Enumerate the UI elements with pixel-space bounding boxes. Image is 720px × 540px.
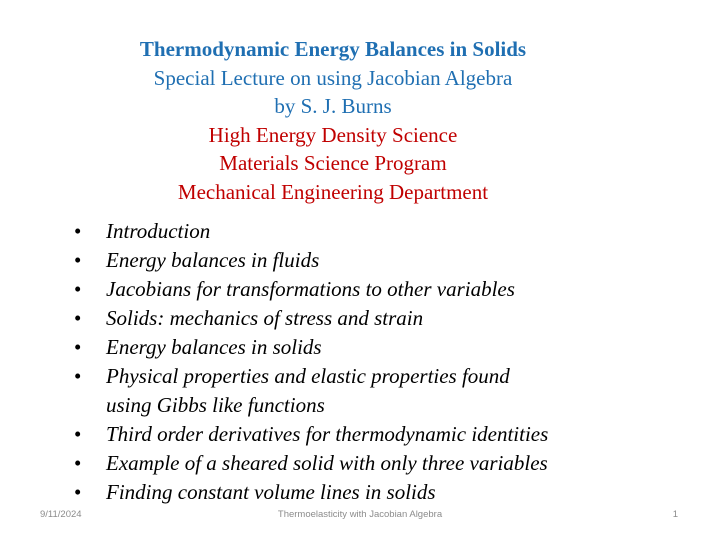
affiliation-line-2: Materials Science Program bbox=[219, 151, 447, 175]
list-item-text: Physical properties and elastic properties found using Gibbs like functions bbox=[106, 364, 510, 417]
page-number: 1 bbox=[672, 509, 678, 520]
lecture-title: Thermodynamic Energy Balances in Solids bbox=[139, 37, 527, 61]
list-item-text: Third order derivatives for thermodynamic identities bbox=[106, 422, 549, 446]
list-item-text: Energy balances in fluids bbox=[106, 248, 320, 272]
list-item bbox=[72, 449, 548, 478]
lecture-subtitle: Special Lecture on using Jacobian Algebra bbox=[153, 65, 513, 90]
footer-title: Thermoelasticity with Jacobian Algebra bbox=[277, 509, 443, 520]
list-item-text: Energy balances in solids bbox=[106, 335, 322, 359]
list-item bbox=[72, 304, 548, 333]
title-block bbox=[0, 35, 666, 206]
list-item bbox=[72, 217, 548, 246]
list-item bbox=[72, 333, 548, 362]
bullet-icon: • bbox=[74, 364, 82, 388]
bullet-icon: • bbox=[74, 248, 82, 272]
author-line: by S. J. Burns bbox=[274, 94, 392, 118]
bullet-icon: • bbox=[74, 219, 82, 243]
bullet-icon: • bbox=[74, 422, 82, 446]
list-item bbox=[72, 275, 548, 304]
footer-date: 9/11/2024 bbox=[40, 509, 82, 520]
list-item-text: Solids: mechanics of stress and strain bbox=[106, 306, 424, 330]
bullet-icon: • bbox=[74, 335, 82, 359]
bullet-icon: • bbox=[74, 451, 82, 475]
affiliation-line-3: Mechanical Engineering Department bbox=[177, 179, 489, 204]
list-item bbox=[72, 362, 548, 420]
list-item-text: Example of a sheared solid with only three variables bbox=[106, 451, 548, 475]
list-item bbox=[72, 420, 548, 449]
list-item-text: Finding constant volume lines in solids bbox=[106, 480, 436, 504]
bullet-icon: • bbox=[74, 277, 82, 301]
list-item bbox=[72, 478, 548, 507]
bullet-icon: • bbox=[74, 480, 82, 504]
list-item-text: Jacobians for transformations to other variables bbox=[106, 277, 515, 301]
affiliation-line-1: High Energy Density Science bbox=[208, 122, 458, 147]
bullet-icon: • bbox=[74, 306, 82, 330]
topic-list bbox=[72, 217, 548, 507]
list-item bbox=[72, 246, 548, 275]
list-item-text: Introduction bbox=[106, 219, 211, 243]
